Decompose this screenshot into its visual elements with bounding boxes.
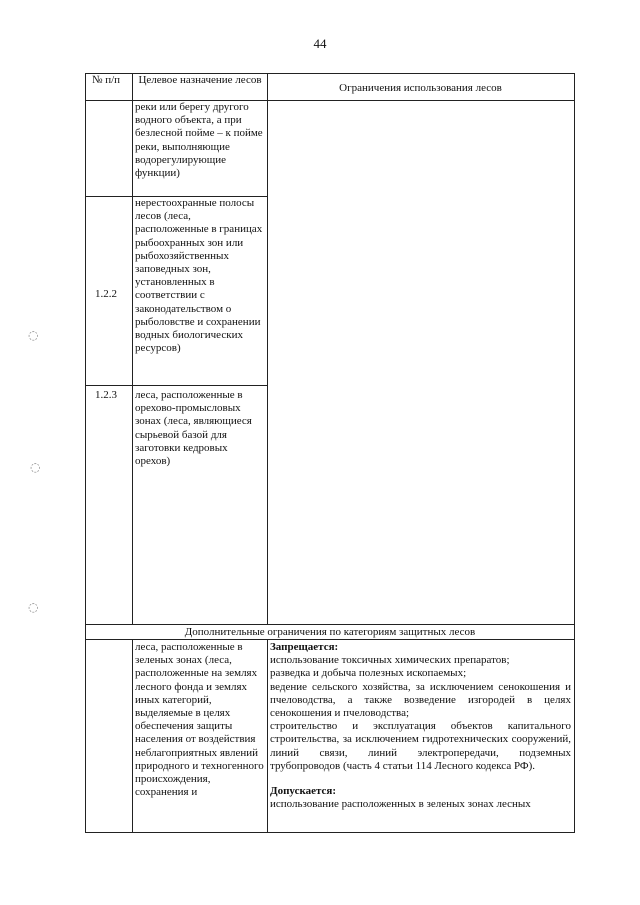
scan-artifact-icon: ◌ xyxy=(28,328,39,342)
allowed-item: использование расположенных в зеленых зонах лесных xyxy=(270,798,531,811)
row-separator xyxy=(85,385,267,386)
allowed-title: Допускается: xyxy=(270,785,337,798)
page-number: 44 xyxy=(313,36,327,51)
row-number: 1.2.2 xyxy=(95,288,117,300)
row-purpose: нерестоохранные полосы лесов (леса, расположенные в границах рыбоохранных зон или рыбохозяйственных заповедных зон, установленных в соответствии с законодательством о рыболовстве и сохранении водных биологических ресурсов) xyxy=(135,197,263,355)
column-divider xyxy=(132,73,133,625)
column-divider xyxy=(267,639,268,833)
header-restrictions: Ограничения использования лесов xyxy=(339,82,502,94)
prohibited-item: строительство и эксплуатация объектов капитального строительства, за исключением гидротехнических сооружений, линий связи, линий электропередачи, подземных трубопроводов (часть 4 статьи 114 Лесного кодекса РФ). xyxy=(270,720,571,772)
table-border-left xyxy=(85,73,86,833)
prohibited-item: ведение сельского хозяйства, за исключением сенокошения и пчеловодства, а также возведение изгородей в целях сенокошения и пчеловодства; xyxy=(270,680,571,720)
scan-artifact-icon: ◌ xyxy=(30,460,41,474)
section-title: Дополнительные ограничения по категориям защитных лесов xyxy=(184,626,476,638)
prohibited-item: разведка и добыча полезных ископаемых; xyxy=(270,667,467,680)
header-num: № п/п xyxy=(91,74,121,86)
row-purpose: леса, расположенные в зеленых зонах (леса, расположенные на землях лесного фонда и землях иных категорий, выделяемые в целях обеспечения защиты населения от воздействия неблагоприятных явлений природного и техногенного происхождения, сохранения и xyxy=(135,641,264,799)
table-border-bottom xyxy=(85,832,575,833)
row-number: 1.2.3 xyxy=(95,389,117,401)
column-divider xyxy=(132,639,133,833)
row-purpose: реки или берегу другого водного объекта, а при безлесной пойме – к пойме реки, выполняющие водорегулирующие функции) xyxy=(135,101,263,180)
row-purpose: леса, расположенные в орехово-промысловых зонах (леса, являющиеся сырьевой базой для заготовки кедровых орехов) xyxy=(135,389,252,468)
table-border-right xyxy=(574,73,575,833)
forest-restrictions-table xyxy=(85,73,575,833)
header-purpose: Целевое назначение лесов xyxy=(138,74,262,86)
restrictions-cell xyxy=(270,641,571,811)
section-separator xyxy=(85,624,575,625)
scan-artifact-icon: ◌ xyxy=(28,600,39,614)
prohibited-title: Запрещается: xyxy=(270,641,339,653)
prohibited-item: использование токсичных химических препаратов; xyxy=(270,654,510,667)
column-divider xyxy=(267,73,268,625)
